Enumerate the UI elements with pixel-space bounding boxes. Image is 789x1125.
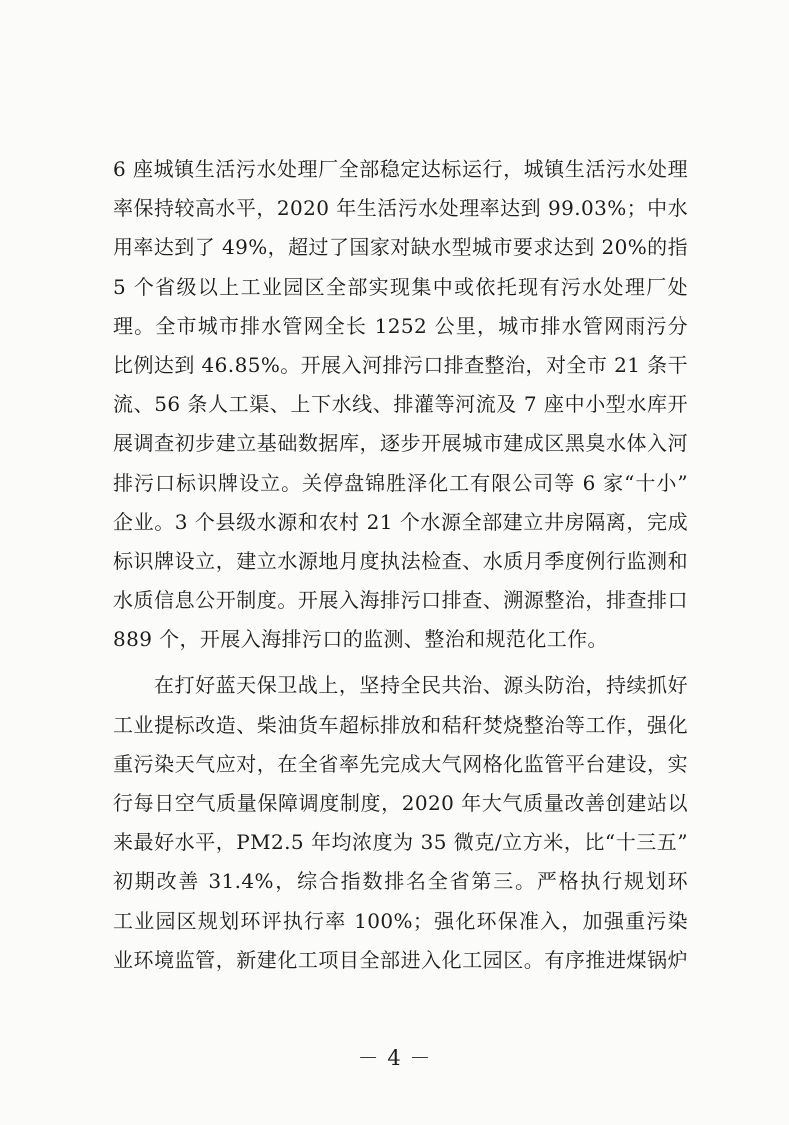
- text-line: 理。全市城市排水管网全长 1252 公里，城市排水管网雨污分: [113, 313, 688, 338]
- text-line: 在打好蓝天保卫战上，坚持全民共治、源头防治，持续抓好: [154, 673, 688, 698]
- text-line: 初期改善 31.4%，综合指数排名全省第三。严格执行规划环: [113, 869, 688, 894]
- text-line: 水质信息公开制度。开展入海排污口排查、溯源整治，排查排口: [113, 588, 688, 613]
- text-line: 889 个，开展入海排污口的监测、整治和规范化工作。: [113, 627, 608, 652]
- text-line: 重污染天气应对，在全省率先完成大气网格化监管平台建设，实: [113, 751, 688, 776]
- text-line: 工业园区规划环评执行率 100%；强化环保准入，加强重污染: [113, 908, 688, 933]
- paragraph-water-treatment: [113, 150, 688, 659]
- text-line: 流、56 条人工渠、上下水线、排灌等河流及 7 座中小型水库开: [113, 392, 688, 417]
- text-line: 6 座城镇生活污水处理厂全部稳定达标运行，城镇生活污水处理: [113, 157, 688, 181]
- text-line: 标识牌设立，建立水源地月度执法检查、水质月季度例行监测和: [113, 548, 688, 573]
- text-line: 企业。3 个县级水源和农村 21 个水源全部建立井房隔离，完成: [113, 509, 688, 534]
- text-line: 比例达到 46.85%。开展入河排污口排查整治，对全市 21 条干: [113, 352, 688, 377]
- text-line: 5 个省级以上工业园区全部实现集中或依托现有污水处理厂处: [113, 274, 688, 299]
- page-number: － 4 －: [357, 1046, 432, 1070]
- paragraph-blue-sky: [113, 666, 688, 980]
- text-line: 展调查初步建立基础数据库，逐步开展城市建成区黑臭水体入河: [113, 431, 688, 456]
- body-text: [113, 150, 688, 980]
- text-line: 工业提标改造、柴油货车超标排放和秸秆焚烧整治等工作，强化: [113, 712, 688, 737]
- text-line: 来最好水平，PM2.5 年均浓度为 35 微克/立方米，比“十三五”: [113, 830, 688, 855]
- text-line: 用率达到了 49%，超过了国家对缺水型城市要求达到 20%的指: [113, 235, 688, 260]
- text-line: 行每日空气质量保障调度制度，2020 年大气质量改善创建站以: [113, 791, 688, 815]
- text-line: 排污口标识牌设立。关停盘锦胜泽化工有限公司等 6 家“十小”: [113, 470, 688, 495]
- text-line: 业环境监管，新建化工项目全部进入化工园区。有序推进煤锅炉: [113, 947, 688, 972]
- text-line: 率保持较高水平，2020 年生活污水处理率达到 99.03%；中水: [113, 196, 688, 221]
